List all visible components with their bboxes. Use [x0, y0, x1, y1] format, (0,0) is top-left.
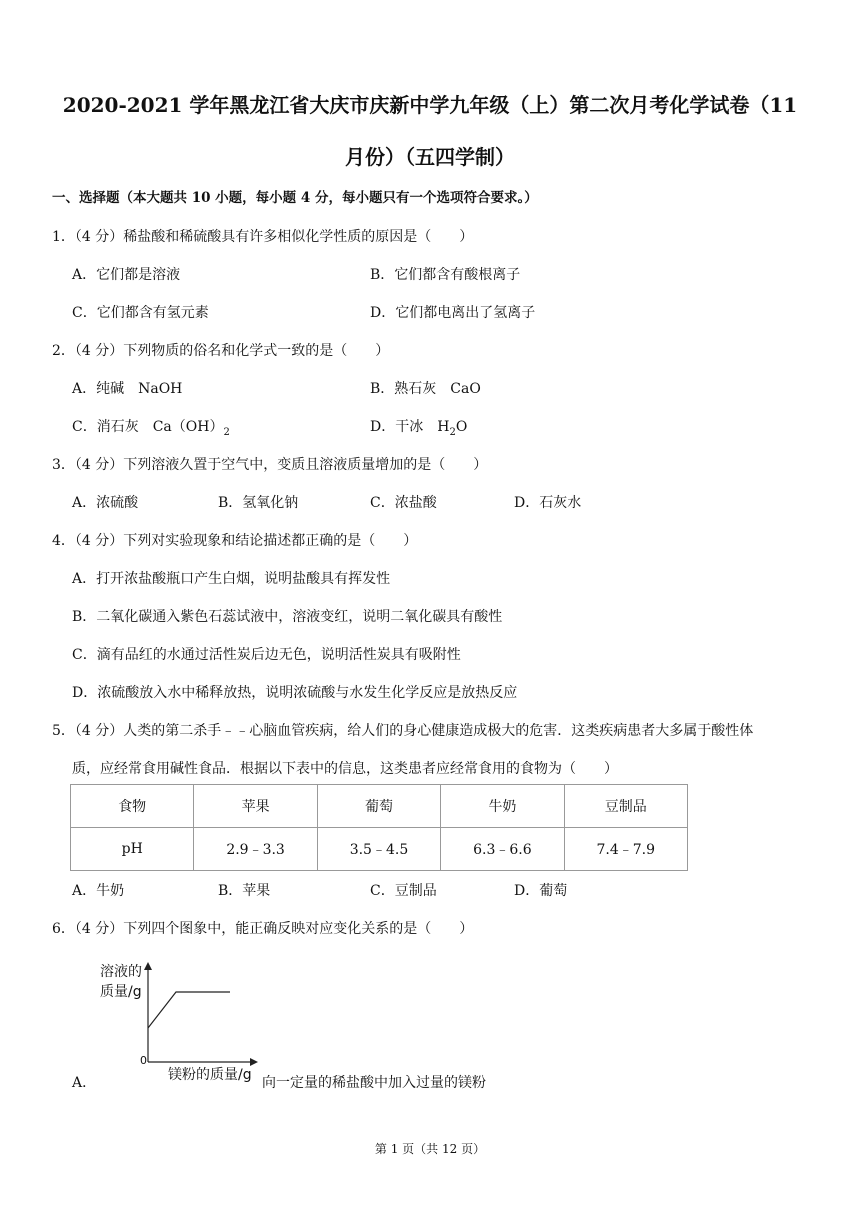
graph-curve	[148, 992, 230, 1028]
question-3-option-d: D．石灰水	[514, 495, 582, 511]
table-cell: 葡萄	[317, 785, 440, 828]
graph-origin-label: 0	[140, 1054, 147, 1067]
page-footer: 第 1 页（共 12 页）	[374, 1142, 486, 1156]
question-2-option-c	[72, 416, 230, 438]
table-cell: 食物	[71, 785, 194, 828]
graph-y-label-line2: 质量/g	[100, 984, 142, 1000]
question-5-option-b: B．苹果	[218, 883, 271, 899]
table-cell: pH	[71, 828, 194, 871]
table-row	[71, 785, 688, 828]
question-2-option-b: B．熟石灰 CaO	[370, 381, 481, 397]
question-1-stem: 1．（4 分）稀盐酸和稀硫酸具有许多相似化学性质的原因是（ ）	[52, 229, 474, 245]
exam-title-line1: 2020-2021 学年黑龙江省大庆市庆新中学九年级（上）第二次月考化学试卷（11	[62, 93, 798, 117]
graph-y-label	[100, 962, 142, 1002]
table-row	[71, 828, 688, 871]
question-5-option-a: A．牛奶	[72, 883, 125, 899]
question-2-option-a: A．纯碱 NaOH	[72, 381, 183, 397]
graph-x-label: 镁粉的质量/g	[168, 1067, 252, 1083]
table-cell: 2.9﹣3.3	[194, 828, 317, 871]
question-6-stem: 6．（4 分）下列四个图象中，能正确反映对应变化关系的是（ ）	[52, 921, 474, 937]
section-heading: 一、选择题（本大题共 10 小题，每小题 4 分，每小题只有一个选项符合要求。）	[52, 190, 538, 206]
question-1-option-d: D．它们都电离出了氢离子	[370, 305, 536, 321]
question-4-option-b: B．二氧化碳通入紫色石蕊试液中，溶液变红，说明二氧化碳具有酸性	[72, 609, 503, 625]
subscript: 2	[223, 426, 230, 438]
table-cell: 牛奶	[441, 785, 564, 828]
question-5-stem-line2: 质，应经常食用碱性食品．根据以下表中的信息，这类患者应经常食用的食物为（ ）	[72, 761, 618, 777]
subscript: 2	[449, 426, 456, 438]
table-cell: 7.4﹣7.9	[564, 828, 687, 871]
table-cell: 6.3﹣6.6	[441, 828, 564, 871]
question-4-option-d: D．浓硫酸放入水中稀释放热，说明浓硫酸与水发生化学反应是放热反应	[72, 685, 518, 701]
graph-y-label-line1: 溶液的	[100, 964, 142, 980]
table-cell: 苹果	[194, 785, 317, 828]
question-6-option-a-text: 向一定量的稀盐酸中加入过量的镁粉	[262, 1075, 486, 1091]
question-1-option-b: B．它们都含有酸根离子	[370, 267, 521, 283]
question-1-option-a: A．它们都是溶液	[72, 267, 181, 283]
question-4-stem: 4．（4 分）下列对实验现象和结论描述都正确的是（ ）	[52, 533, 418, 549]
question-4-option-c: C．滴有品红的水通过活性炭后边无色，说明活性炭具有吸附性	[72, 647, 461, 663]
question-2-option-d	[370, 416, 467, 438]
question-5-stem-line1: 5．（4 分）人类的第二杀手﹣﹣心脑血管疾病，给人们的身心健康造成极大的危害．这类疾病患者大多属于酸性体	[52, 723, 754, 739]
table-cell: 豆制品	[564, 785, 687, 828]
question-5-option-c: C．豆制品	[370, 883, 437, 899]
question-2-option-c-text: C．消石灰 Ca（OH）	[72, 419, 224, 435]
option-a-graph	[96, 962, 266, 1083]
question-1-option-c: C．它们都含有氢元素	[72, 305, 209, 321]
question-5-option-d: D．葡萄	[514, 883, 568, 899]
question-4-option-a: A．打开浓盐酸瓶口产生白烟，说明盐酸具有挥发性	[72, 571, 391, 587]
ph-table	[70, 784, 688, 871]
question-3-option-a: A．浓硫酸	[72, 495, 139, 511]
question-3-option-c: C．浓盐酸	[370, 495, 437, 511]
question-3-stem: 3．（4 分）下列溶液久置于空气中，变质且溶液质量增加的是（ ）	[52, 457, 488, 473]
exam-title-line2: 月份）（五四学制）	[345, 145, 515, 169]
question-6-option-a-label: A．	[72, 1075, 97, 1091]
question-2-option-d-text: D．干冰 H	[370, 419, 450, 435]
question-3-option-b: B．氢氧化钠	[218, 495, 299, 511]
question-2-option-d-suffix: O	[455, 419, 468, 435]
table-cell: 3.5﹣4.5	[317, 828, 440, 871]
question-2-stem: 2．（4 分）下列物质的俗名和化学式一致的是（ ）	[52, 343, 390, 359]
